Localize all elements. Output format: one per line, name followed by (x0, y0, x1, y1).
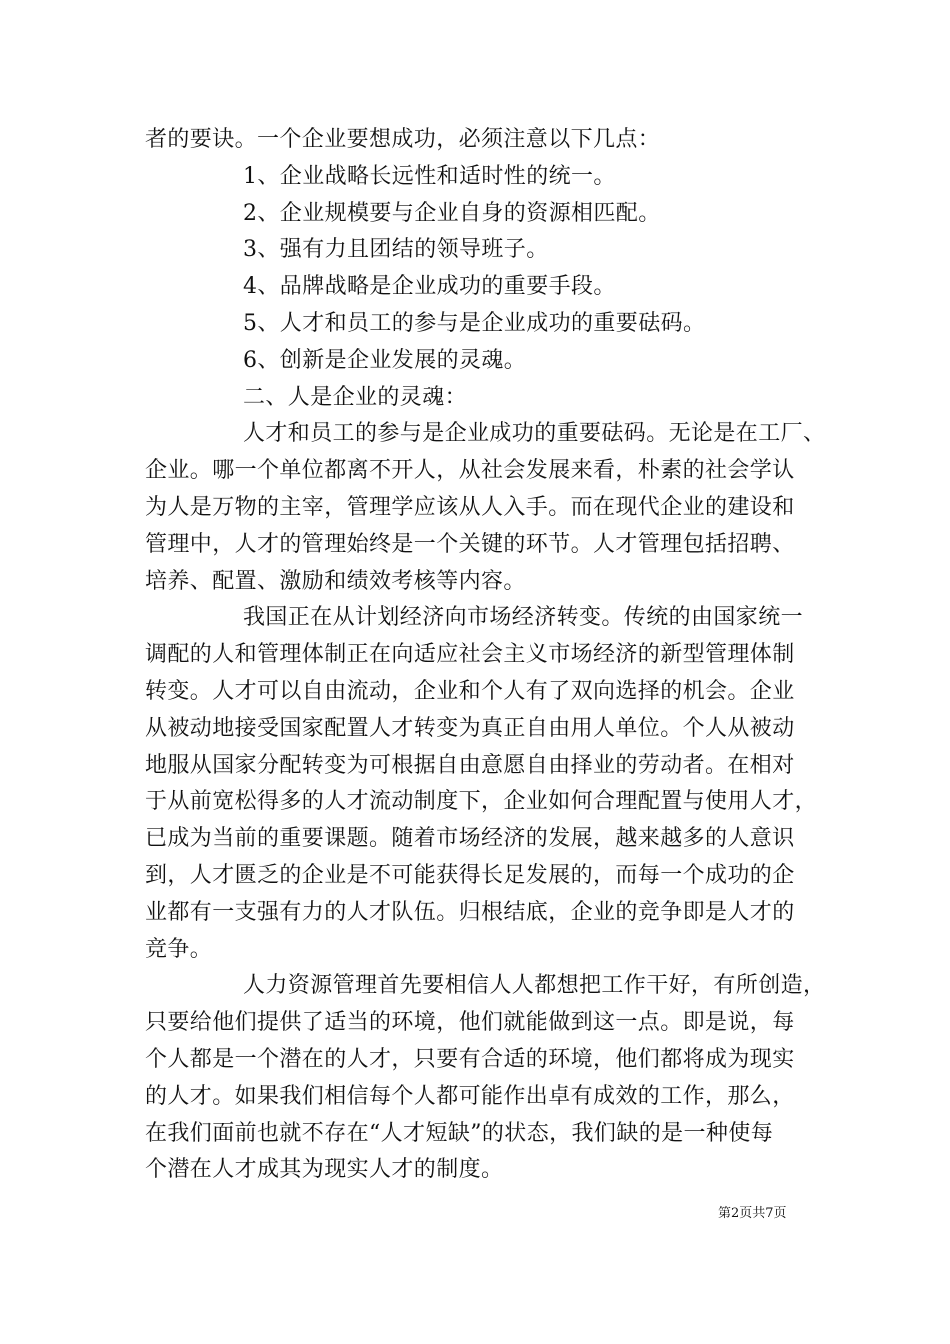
text-line: 从被动地接受国家配置人才转变为真正自由用人单位。个人从被动 (145, 715, 795, 741)
text-line: 者的要诀。一个企业要想成功，必须注意以下几点： (145, 127, 661, 152)
text-line: 为人是万物的主宰，管理学应该从人入手。而在现代企业的建设和 (145, 494, 795, 520)
text-line: 管理中，人才的管理始终是一个关键的环节。人才管理包括招聘、 (145, 531, 795, 557)
text-line: 1、企业战略长远性和适时性的统一。 (243, 163, 616, 189)
text-line: 3、强有力且团结的领导班子。 (243, 237, 549, 263)
text-line: 地服从国家分配转变为可根据自由意愿自由择业的劳动者。在相对 (145, 752, 795, 778)
text-line: 培养、配置、激励和绩效考核等内容。 (145, 568, 526, 594)
body-text (145, 122, 835, 1189)
text-line: 企业。哪一个单位都离不开人，从社会发展来看，朴素的社会学认 (145, 458, 795, 484)
text-line: 竞争。 (145, 936, 213, 962)
text-line: 个潜在人才成其为现实人才的制度。 (145, 1157, 504, 1183)
text-line: 二、人是企业的灵魂： (243, 384, 468, 410)
text-line: 个人都是一个潜在的人才，只要有合适的环境，他们都将成为现实 (145, 1046, 795, 1072)
text-line: 人力资源管理首先要相信人人都想把工作干好，有所创造， (243, 973, 826, 999)
text-line: 在我们面前也就不存在“人才短缺”的状态，我们缺的是一种使每 (145, 1120, 774, 1146)
text-line: 已成为当前的重要课题。随着市场经济的发展，越来越多的人意识 (145, 826, 795, 852)
text-line: 只要给他们提供了适当的环境，他们就能做到这一点。即是说，每 (145, 1010, 795, 1036)
text-line: 的人才。如果我们相信每个人都可能作出卓有成效的工作，那么， (145, 1083, 795, 1109)
text-line: 转变。人才可以自由流动，企业和个人有了双向选择的机会。企业 (145, 678, 795, 704)
page-number: 第2页共7页 (718, 1206, 787, 1221)
text-line: 人才和员工的参与是企业成功的重要砝码。无论是在工厂、 (243, 421, 826, 447)
text-line: 6、创新是企业发展的灵魂。 (243, 347, 527, 373)
text-line: 2、企业规模要与企业自身的资源相匹配。 (243, 200, 661, 226)
text-line: 4、品牌战略是企业成功的重要手段。 (243, 274, 616, 300)
text-line: 5、人才和员工的参与是企业成功的重要砝码。 (243, 310, 706, 336)
text-line: 业都有一支强有力的人才队伍。归根结底，企业的竞争即是人才的 (145, 899, 795, 925)
text-line: 调配的人和管理体制正在向适应社会主义市场经济的新型管理体制 (145, 642, 795, 668)
text-line: 于从前宽松得多的人才流动制度下，企业如何合理配置与使用人才， (145, 789, 818, 815)
text-line: 到，人才匮乏的企业是不可能获得长足发展的，而每一个成功的企 (145, 862, 795, 888)
text-line: 我国正在从计划经济向市场经济转变。传统的由国家统一 (243, 605, 804, 631)
